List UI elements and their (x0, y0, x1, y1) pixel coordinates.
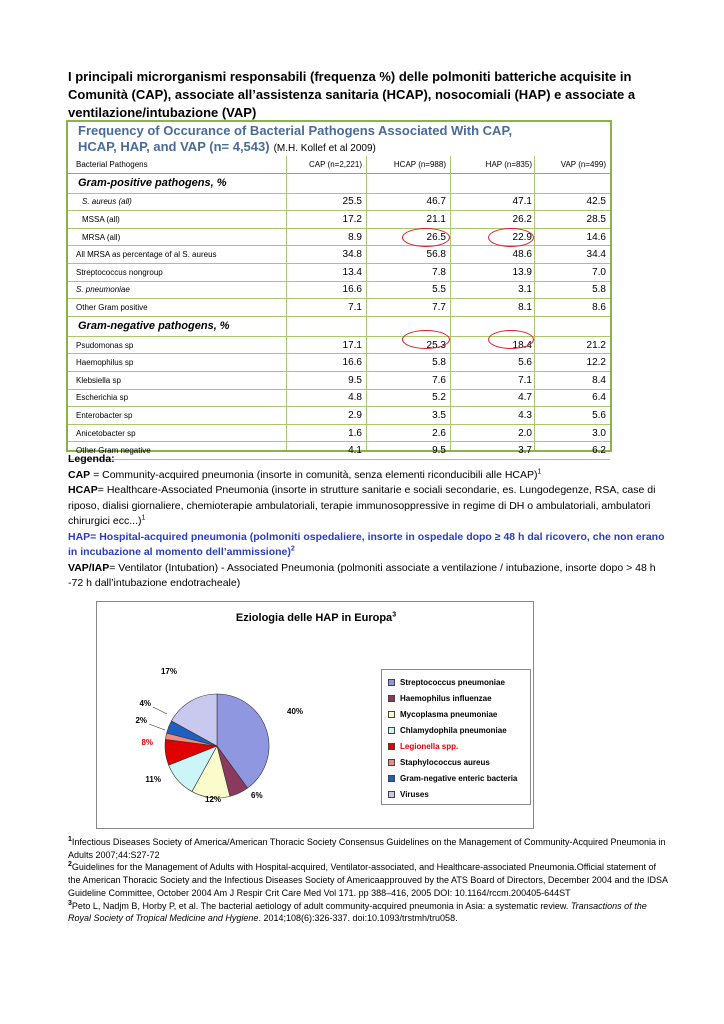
cap-value: 17.1 (342, 339, 362, 351)
hap-value: 5.6 (518, 357, 532, 369)
slice-label: 40% (287, 707, 304, 716)
hcap-value: 21.1 (426, 213, 446, 225)
pathogen-name: Haemophilus sp (76, 358, 134, 368)
cap-value: 16.6 (342, 284, 362, 296)
footnote-text: . 2014;108(6):326-337. doi:10.1093/trstmh/tru058. (258, 913, 458, 924)
table-row (68, 282, 610, 300)
hcap-value: 26.5 (426, 231, 446, 243)
gram-positive-section-label: Gram-positive pathogens, % (78, 177, 227, 190)
hap-value: 3.1 (518, 284, 532, 296)
legend-item (388, 754, 530, 770)
table-row (68, 407, 610, 425)
hcap-value: 2.6 (432, 427, 446, 439)
pathogen-name: Other Gram positive (76, 302, 148, 312)
hap-etiology-chart (96, 601, 534, 829)
legend-vap (68, 561, 668, 592)
cap-value: 4.8 (348, 392, 362, 404)
hap-value: 4.7 (518, 392, 532, 404)
hap-value: 22.9 (512, 231, 532, 243)
cap-value: 25.5 (342, 196, 362, 208)
pathogen-name: Anicetobacter sp (76, 428, 136, 438)
table-column-header-row (68, 156, 610, 174)
legend-item (388, 738, 530, 754)
vap-value: 34.4 (586, 249, 606, 261)
hcap-value: 7.7 (432, 301, 446, 313)
vap-value: 5.6 (592, 409, 606, 421)
slice-label: 12% (205, 795, 222, 804)
table-title-line-1: Frequency of Occurance of Bacterial Pathogens Associated With CAP, (78, 123, 513, 138)
legend-block (68, 452, 668, 592)
hcap-value: 5.2 (432, 392, 446, 404)
gram-negative-section-label: Gram-negative pathogens, % (78, 320, 230, 333)
column-header: VAP (n=499) (560, 159, 606, 169)
highlight-circle-mrsa-hap (488, 228, 534, 247)
hcap-value: 5.8 (432, 357, 446, 369)
legend-label: Chlamydophila pneumoniae (400, 725, 507, 735)
legend-label: Gram-negative enteric bacteria (400, 773, 518, 783)
legend-item (388, 722, 530, 738)
cap-value: 34.8 (342, 249, 362, 261)
cap-value: 8.9 (348, 231, 362, 243)
hcap-value: 7.8 (432, 266, 446, 278)
hcap-value: 5.5 (432, 284, 446, 296)
highlight-circle-mrsa-hcap (402, 228, 450, 247)
legend-item (388, 786, 530, 802)
pathogen-name: Other Gram negative (76, 446, 151, 456)
vap-value: 28.5 (586, 213, 606, 225)
hap-value: 48.6 (512, 249, 532, 261)
footnote-number: 2 (68, 861, 72, 869)
pathogen-name: MSSA (all) (82, 214, 120, 224)
legend-swatch (388, 727, 395, 734)
footnote-number: 3 (68, 899, 72, 907)
pathogen-name: S. aureus (all) (82, 197, 132, 207)
legend-swatch (388, 743, 395, 750)
legend-item (388, 706, 530, 722)
vap-value: 8.4 (592, 374, 606, 386)
table-title-line-2 (78, 139, 376, 154)
column-divider (366, 156, 367, 450)
table-row (68, 372, 610, 390)
table-header (68, 122, 610, 156)
legend-swatch (388, 775, 395, 782)
vap-label: VAP/IAP (68, 561, 110, 574)
footnote-journal: Transactions of the Royal Society of Tropical Medicine and Hygiene (68, 900, 647, 924)
pathogen-name: All MRSA as percentage of al S. aureus (76, 250, 217, 260)
footnotes (68, 836, 668, 925)
legend-label: Streptococcus pneumoniae (400, 677, 505, 687)
pie-legend (381, 669, 531, 805)
chart-title-text: Eziologia delle HAP in Europa (235, 612, 393, 624)
vap-value: 14.6 (586, 231, 606, 243)
hap-value: 18.4 (512, 339, 532, 351)
footnote-text: Guidelines for the Management of Adults with Hospital-acquired, Ventilator-associated, and Healthcare-associated Pneumonia.Official statement of the American Thoracic Society and the Infectious Diseases Society of Americaapprouved by the ATS Board of Directors, December 2004 and the IDSA Guideline Committee, October 2004 Am J Respir Crit Care Med Vol 171. pp 388–416, 2005 DOI: 10.1164/rccm.200405-644ST (68, 862, 668, 898)
hcap-sup: 1 (141, 514, 146, 522)
column-header: HCAP (n=988) (393, 159, 446, 169)
slice-label: 2% (135, 716, 147, 725)
footnote (68, 861, 668, 899)
footnote-text: Peto L, Nadjm B, Horby P, et al. The bacterial aetiology of adult community-acquired pneumonia in Asia: a systematic review. (71, 900, 571, 911)
pathogen-name: Escherichia sp (76, 393, 129, 403)
legend-item (388, 674, 530, 690)
legend-swatch (388, 711, 395, 718)
hap-value: 26.2 (512, 213, 532, 225)
legend-item (388, 690, 530, 706)
legend-hcap (68, 483, 668, 530)
slice-label: 11% (145, 775, 161, 784)
hcap-value: 56.8 (426, 249, 446, 261)
slice-label: 6% (251, 791, 263, 800)
pathogen-name: MRSA (all) (82, 232, 121, 242)
column-divider (534, 156, 535, 450)
table-row (68, 246, 610, 264)
cap-text: = Community-acquired pneumonia (insorte in comunità, senza elementi riconducibili alle HCAP) (90, 468, 538, 481)
hap-value: 7.1 (518, 374, 532, 386)
vap-value: 21.2 (586, 339, 606, 351)
legend-swatch (388, 679, 395, 686)
cap-value: 4.1 (348, 445, 362, 457)
vap-value: 42.5 (586, 196, 606, 208)
cap-value: 9.5 (348, 374, 362, 386)
hcap-value: 9.5 (432, 445, 446, 457)
legend-label: Legionella spp. (400, 741, 459, 751)
legend-swatch (388, 791, 395, 798)
pathogen-table-figure (66, 120, 612, 457)
table-row (68, 194, 610, 212)
vap-value: 8.6 (592, 301, 606, 313)
hap-sup: 2 (290, 545, 295, 553)
legend-heading: Legenda: (68, 453, 115, 465)
hcap-label: HCAP (68, 484, 98, 496)
hcap-value: 7.6 (432, 374, 446, 386)
pathogen-name: Psudomonas sp (76, 340, 134, 350)
legend-label: Viruses (400, 789, 429, 799)
cap-value: 2.9 (348, 409, 362, 421)
table-title-text: HCAP, HAP, and VAP (n= 4,543) (78, 139, 270, 154)
cap-sup: 1 (537, 468, 542, 475)
footnote-text: Infectious Diseases Society of America/American Thoracic Society Consensus Guidelines on the Management of Community-Acquired Pneumonia in Adults 2007;44:S27-72 (68, 837, 666, 860)
table-row (68, 299, 610, 317)
vap-value: 12.2 (586, 357, 606, 369)
hcap-value: 25.3 (426, 339, 446, 351)
slice-label: 8% (141, 738, 153, 747)
legend-label: Staphylococcus aureus (400, 757, 490, 767)
column-divider (450, 156, 451, 450)
chart-title-sup: 3 (392, 611, 397, 619)
cap-value: 7.1 (348, 301, 362, 313)
legend-label: Mycoplasma pneumoniae (400, 709, 498, 719)
table-row (68, 354, 610, 372)
slice-label: 4% (139, 699, 151, 708)
column-header: HAP (n=835) (485, 159, 532, 169)
hap-value: 2.0 (518, 427, 532, 439)
footnote (68, 900, 668, 925)
hap-value: 4.3 (518, 409, 532, 421)
leader-line (153, 707, 167, 714)
cap-value: 13.4 (342, 266, 362, 278)
vap-value: 6.4 (592, 392, 606, 404)
legend-item (388, 770, 530, 786)
table-row (68, 264, 610, 282)
cap-label: CAP (68, 468, 91, 481)
hap-value: 47.1 (512, 196, 532, 208)
legend-cap (68, 468, 668, 484)
pathogen-table (68, 156, 610, 460)
table-row (68, 211, 610, 229)
hap-value: 3.7 (518, 445, 532, 457)
column-header: CAP (n=2,221) (309, 159, 362, 169)
vap-value: 5.8 (592, 284, 606, 296)
pathogen-name: Enterobacter sp (76, 410, 133, 420)
column-header: Bacterial Pathogens (76, 159, 148, 169)
gram-positive-section (68, 174, 610, 194)
hcap-value: 46.7 (426, 196, 446, 208)
legend-label: Haemophilus influenzae (400, 693, 492, 703)
footnote (68, 836, 668, 861)
pathogen-name: Streptococcus nongroup (76, 267, 163, 277)
legend-swatch (388, 759, 395, 766)
vap-text: = Ventilator (Intubation) - Associated Pneumonia (polmoniti associate a ventilazione / intubazione, insorte dopo > 48 h -72 h dall’intubazione endotracheale) (68, 561, 656, 589)
hap-text: HAP= Hospital-acquired pneumonia (polmoniti ospedaliere, insorte in ospedale dopo ≥ 48 h dal ricovero, che non erano in incubazione al momento dell’ammissione) (68, 530, 665, 558)
vap-value: 3.0 (592, 427, 606, 439)
leader-line (149, 724, 165, 730)
highlight-circle-pseudomonas-hap (488, 330, 534, 349)
pathogen-name: S. pneumoniae (76, 285, 130, 295)
highlight-circle-pseudomonas-hcap (402, 330, 450, 349)
cap-value: 1.6 (348, 427, 362, 439)
legend-swatch (388, 695, 395, 702)
slice-label: 17% (160, 667, 177, 676)
hcap-text: = Healthcare-Associated Pneumonia (insorte in strutture sanitarie e sociali secondarie, es. Lungodegenze, RSA, case di riposo, dialisi giornaliere, chemioterapie ambulatoriali, terapie immunosoppressive in regime di DH o ambulatoriali, ambulatori chirurgici ecc...) (68, 484, 656, 527)
vap-value: 6.2 (592, 445, 606, 457)
hap-value: 13.9 (512, 266, 532, 278)
document-title: I principali microrganismi responsabili (frequenza %) delle polmoniti batteriche acquisite in Comunità (CAP), associate all’assistenza sanitaria (HCAP), nosocomiali (HAP) e associate a ventilazione/intubazione (VAP) (68, 69, 636, 120)
table-citation: (M.H. Kollef et al 2009) (273, 143, 376, 154)
footnote-number: 1 (68, 836, 72, 843)
legend-hap (68, 530, 668, 561)
table-row (68, 390, 610, 408)
vap-value: 7.0 (592, 266, 606, 278)
cap-value: 17.2 (342, 213, 362, 225)
pathogen-name: Klebsiella sp (76, 375, 121, 385)
hcap-value: 3.5 (432, 409, 446, 421)
hap-value: 8.1 (518, 301, 532, 313)
table-row (68, 425, 610, 443)
cap-value: 16.6 (342, 357, 362, 369)
column-divider (286, 156, 287, 450)
